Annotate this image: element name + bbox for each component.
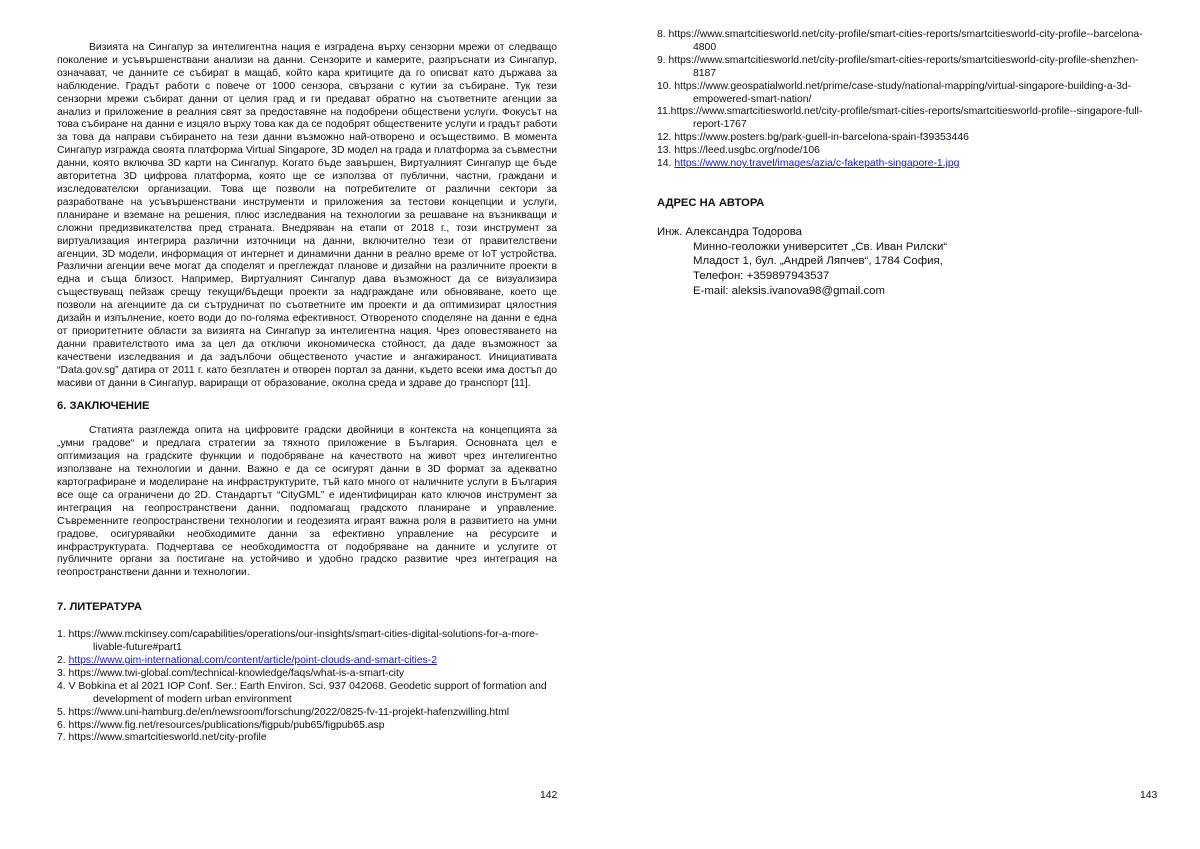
reference-number: 2. — [57, 654, 69, 666]
reference-list-left — [57, 629, 557, 745]
singapore-paragraph: Визията на Сингапур за интелигентна нация е изградена върху сензорни мрежи от следващо поколение и усъвършенствани анализи на данни. Сензорите и камерите, разпръснати из Сингапур, означават, че данните се събират в мащаб, който кара критиците да го описват като държава за наблюдение. Градът работи с повече от 1000 сензора, свързани с кутии за събиране. Тук тези сензорни мрежи събират данни от целия град и ги предават обратно на съответните агенции за анализ и приложение в реалния свят за предоставяне на подобрени обществени услуги. Фокусът на това събиране на данни е изцяло върху това как да се подобрят обществените услуги и градът работи за това да направи събирането на тези данни възможно най-отворено и осъществимо. В момента Сингапур изгражда своята платформа Virtual Singapore, 3D модел на града и платформа за съвместни данни, която включва 3D карти на Сингапур. Когато бъде завършен, Виртуалният Сингапур ще бъде авторитетна 3D цифрова платформа, която ще се използва от публични, частни, граждани и изследователски организации. Това ще позволи на потребителите от различни сектори за разработване на усъвършенствани инструменти и приложения за тестови концепции и услуги, планиране и вземане на решения, плюс изследвания на технологии за решаване на възникващи и сложни предизвикателства пред страната. Внедряван на етапи от 2018 г., този инструмент за виртуализация интегрира различни източници на данни, включително тези от правителствени агенции, 3D модели, информация от интернет и динамични данни в реално време от IoT устройства. Различни агенции вече могат да споделят и преглеждат планове и дизайни на различните проекти в една и съща близост. Например, Виртуалният Сингапур дава възможност да се визуализира съществуващ пейзаж срещу текущи/бъдещи проекти за надграждане или обновяване, което ще позволи на агенциите да си сътрудничат по съответните им проекти и да оптимизират цялостния дизайн и изпълнение, което води до по-голяма ефективност. Отвореното споделяне на данни е една от приоритетните области за визията на Сингапур за интелигентна нация. Чрез оповестяването на данни правителството има за цел да отключи икономическа стойност, да даде възможност за качествени изследвания и да задълбочи общественото участие и ангажираност. Инициативата “Data.gov.sg” датира от 2011 г. като безплатен и отворен портал за данни, където всеки има достъп до масиви от данни в Сингапур, вариращи от образование, околна среда и здраве до транспорт [11]. — [57, 42, 557, 389]
reference-item-5: 5. https://www.uni-hamburg.de/en/newsroom/forschung/2022/0825-fv-11-projekt-hafenzwilling.html — [57, 706, 510, 718]
reference-number: 14. — [657, 158, 675, 170]
right-page — [600, 0, 1200, 849]
author-name: Инж. Александра Тодорова — [657, 225, 802, 238]
reference-item-12: 12. https://www.posters.bg/park-guell-in-barcelona-spain-f39353446 — [657, 132, 969, 144]
reference-item-8: 8. https://www.smartcitiesworld.net/city-profile/smart-cities-reports/smartcitiesworld-city-profile--barcelona-4800 — [657, 29, 1143, 53]
reference-item-7: 7. https://www.smartcitiesworld.net/city-profile — [57, 732, 267, 744]
reference-item-6: 6. https://www.fig.net/resources/publications/figpub/pub65/figpub65.asp — [57, 719, 385, 731]
author-email: E-mail: aleksis.ivanova98@gmail.com — [693, 284, 885, 297]
reference-item-14 — [657, 158, 1157, 171]
left-page-column — [57, 42, 557, 745]
conclusion-paragraph: Статията разглежда опита на цифровите градски двойници в контекста на концепцията за „умни градове“ и предлага стратегии за тяхното приложение в България. Основната цел е оптимизация на градските функции и подобряване на качеството на живот чрез интелигентно използване на технологии и данни. Важно е да се осигурят данни в 3D формат за адекватно картографиране и моделиране на инфраструктурите, тъй като много от наличните услуги в България все още са ограничени до 2D. Стандартът “CityGML” е идентифициран като ключов инструмент за интеграция на геопространствени данни, подпомагащ градското планиране и управление. Съвременните геопространствени технологии и геодезията играят важна роля в развитието на умни градове, осигурявайки необходимите данни за ефективно управление на ресурсите и инфраструктурата. Подчертава се необходимостта от подобряване на данните и услугите от публичните органи за постигане на устойчиво и удобно градско развитие чрез интеграция на геопространствени данни и технологии. — [57, 425, 557, 579]
reference-item-10: 10. https://www.geospatialworld.net/prime/case-study/national-mapping/virtual-singapore-building-a-3d-empowered-smart-nation/ — [657, 80, 1132, 105]
right-page-column — [657, 29, 1157, 298]
page-number-right: 143 — [1140, 790, 1158, 801]
page-number-left: 142 — [540, 790, 558, 801]
reference-item-9: 9. https://www.smartcitiesworld.net/city-profile/smart-cities-reports/smartcitiesworld-city-profile-shenzhen-8187 — [657, 54, 1139, 79]
reference-link[interactable]: https://www.gim-international.com/content/article/point-clouds-and-smart-cities-2 — [68, 654, 437, 666]
reference-item-13: 13. https://leed.usgbc.org/node/106 — [657, 145, 820, 157]
reference-list-right — [657, 29, 1157, 171]
reference-item-3: 3. https://www.twi-global.com/technical-knowledge/faqs/what-is-a-smart-city — [57, 667, 405, 679]
reference-item-1: 1. https://www.mckinsey.com/capabilities/operations/our-insights/smart-cities-digital-solutions-for-a-more-livable-future#part1 — [57, 629, 539, 654]
author-address-heading: АДРЕС НА АВТОРА — [657, 196, 765, 209]
conclusion-heading: 6. ЗАКЛЮЧЕНИЕ — [57, 400, 150, 413]
reference-item-4: 4. V Bobkina et al 2021 IOP Conf. Ser.: Earth Environ. Sci. 937 042068. Geodetic support of formation and development of modern urban environment — [57, 680, 547, 705]
reference-item-11: 11.https://www.smartcitiesworld.net/city-profile/smart-cities-reports/smartcitiesworld-profile--singapore-full-report-1767 — [657, 106, 1143, 131]
reference-link[interactable]: https://www.noy.travel/images/azia/c-fakepath-singapore-1.jpg — [674, 158, 960, 170]
author-address: Младост 1, бул. „Андрей Ляпчев“, 1784 София, — [693, 255, 943, 268]
literature-heading: 7. ЛИТЕРАТУРА — [57, 601, 142, 614]
author-phone: Телефон: +359897943537 — [693, 269, 830, 282]
author-address-block — [657, 225, 1157, 299]
reference-item-2 — [57, 655, 557, 668]
author-university: Минно-геоложки университет „Св. Иван Рилски“ — [693, 240, 948, 253]
